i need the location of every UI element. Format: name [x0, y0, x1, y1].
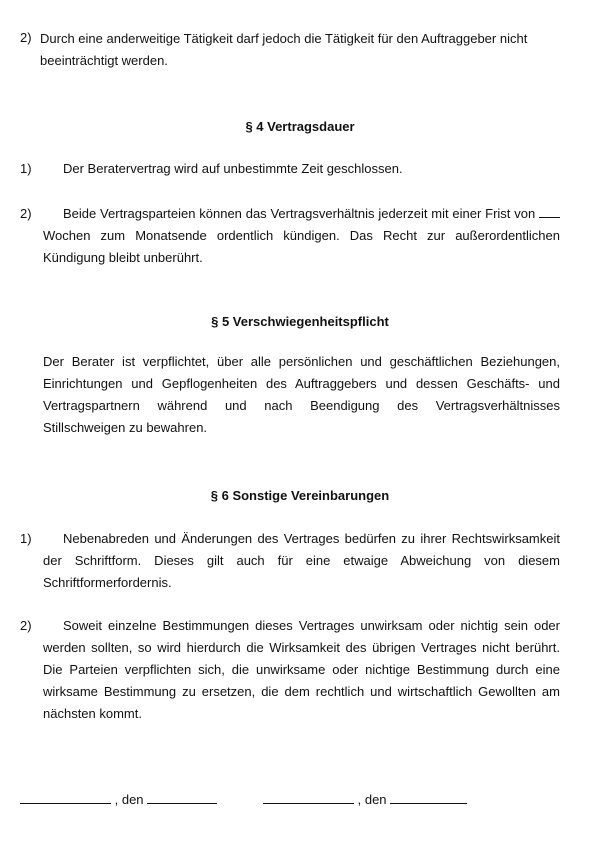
item-number: 2) [20, 618, 32, 633]
paragraph-text-content: Wochen zum Monatsende ordentlich kündigen. Das Recht zur außerordentlichen Kündigung bleibt unberührt. [43, 228, 560, 265]
place-blank-right [263, 792, 354, 804]
signature-line-left [20, 792, 217, 807]
section-heading-4: § 4 Vertragsdauer [245, 119, 355, 134]
paragraph-text-content: Der Beratervertrag wird auf unbestimmte Zeit geschlossen. [63, 161, 403, 176]
date-blank-left [147, 792, 217, 804]
section-heading-5: § 5 Verschwiegenheitspflicht [211, 314, 389, 329]
place-blank-left [20, 792, 111, 804]
item-number: 1) [20, 161, 32, 176]
signature-line-right [263, 792, 467, 807]
den-label-right: , den [357, 792, 387, 807]
section-heading-6: § 6 Sonstige Vereinbarungen [210, 488, 390, 503]
paragraph-text-content: Nebenabreden und Änderungen des Vertrages bedürfen zu ihrer Rechtswirksamkeit der Schriftform. Dieses gilt auch für eine etwaige Abweichung von diesem Schriftformerfordernis. [43, 531, 560, 590]
item-number: 1) [20, 531, 32, 546]
paragraph-text: Der Berater ist verpflichtet, über alle persönlichen und geschäftlichen Beziehungen, Einrichtungen und Gepflogenheiten des Auftraggebers und dessen Geschäfts- und Vertragspartnern während und nach Beendigung des Vertragsverhältnisses Stillschweigen zu bewahren. [43, 354, 560, 435]
paragraph-text [43, 158, 560, 180]
den-label-left: , den [114, 792, 144, 807]
paragraph-text: Durch eine anderweitige Tätigkeit darf jedoch die Tätigkeit für den Auftraggeber nicht beeinträchtigt werden. [40, 31, 528, 68]
weeks-blank-line [539, 206, 560, 218]
date-blank-right [390, 792, 467, 804]
item-number: 2) [20, 30, 32, 45]
item-number: 2) [20, 206, 32, 221]
paragraph-text [43, 203, 560, 269]
paragraph-text [43, 528, 560, 594]
paragraph-text-content: Beide Vertragsparteien können das Vertragsverhältnis jederzeit mit einer Frist von [63, 206, 536, 221]
paragraph-text-content: Soweit einzelne Bestimmungen dieses Vertrages unwirksam oder nichtig sein oder werden sollten, so wird hierdurch die Wirksamkeit des übrigen Vertrages nicht berührt. Die Parteien verpflichten sich, die unwirksame oder nichtige Bestimmung durch eine wirksame Bestimmung zu ersetzen, die dem rechtlich und wirtschaftlich Gewollten am nächsten kommt. [43, 618, 560, 721]
paragraph-text [43, 615, 560, 725]
